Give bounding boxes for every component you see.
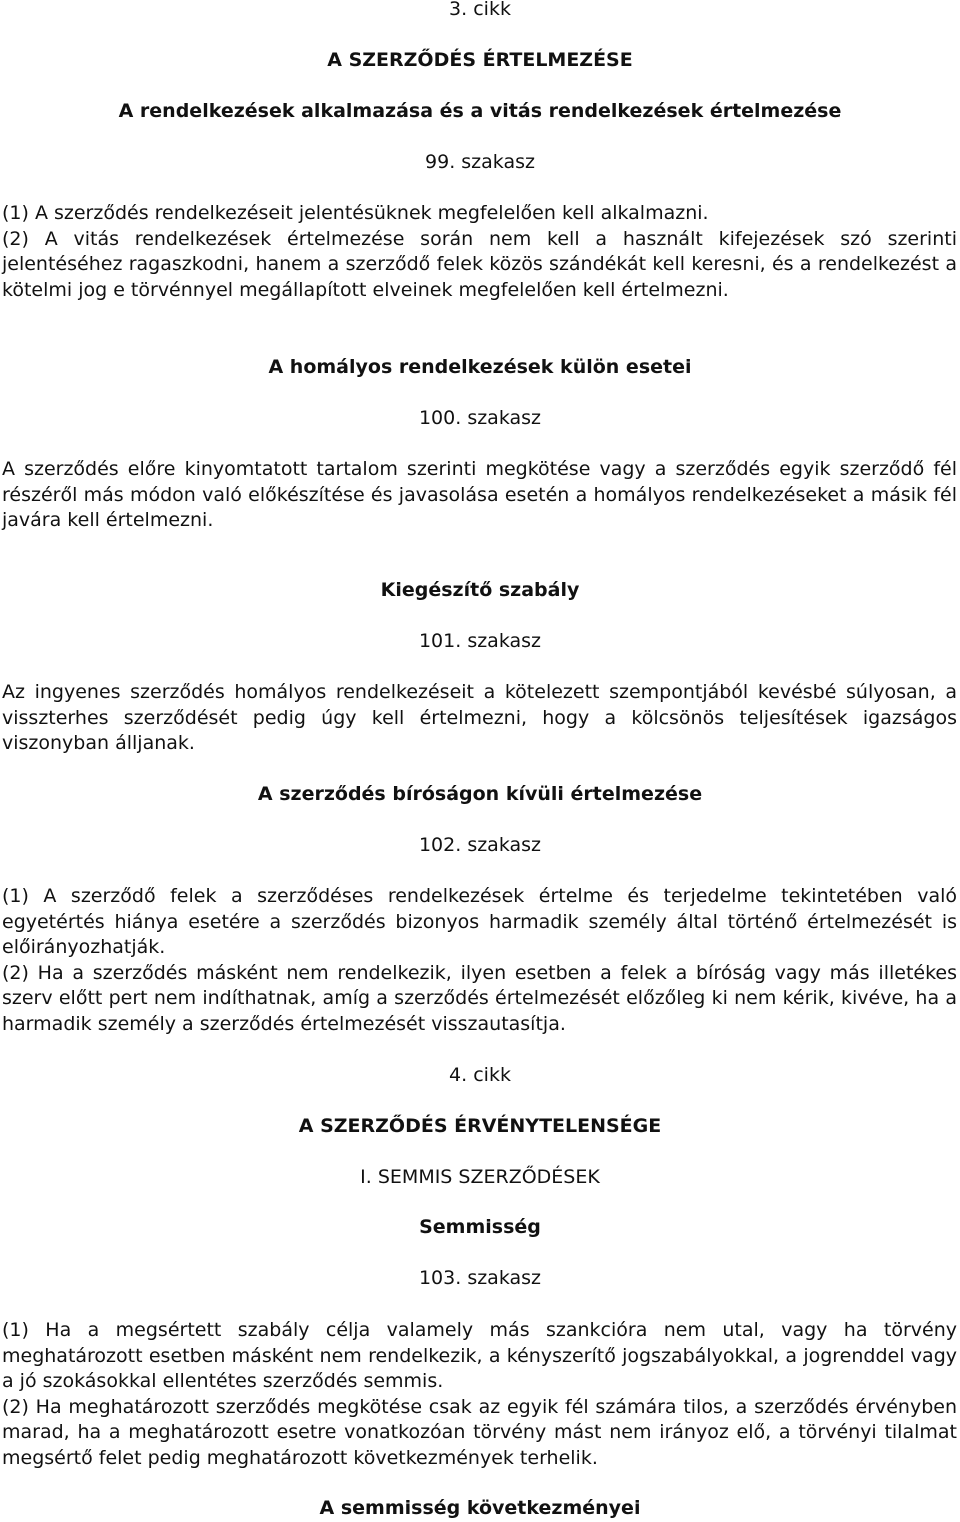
section-102-paragraph-2: (2) Ha a szerződés másként nem rendelkezik, ilyen esetben a felek a bíróság vagy más illetékes szerv előtt pert nem indíthatnak, amíg a szerződés értelmezését előzőleg ki nem kérik, kivéve, ha a harmadik személy a szerződés értelmezését visszautasítja. — [2, 961, 957, 1035]
section-99-paragraph-1: (1) A szerződés rendelkezéseit jelentésüknek megfelelően kell alkalmazni. — [2, 202, 709, 224]
section-100-label: 100. szakasz — [418, 407, 542, 429]
section-103-paragraph-2: (2) Ha meghatározott szerződés megkötése csak az egyik fél számára tilos, a szerződés érvényben marad, ha a meghatározott esetre vonatkozóan törvény mást nem irányoz elő, a törvényi tilalmat megsértő felet pedig meghatározott következmények terhelik. — [2, 1395, 957, 1469]
section-heading-out-of-court: A szerződés bíróságon kívüli értelmezése — [257, 783, 703, 805]
part-heading: I. SEMMIS SZERZŐDÉSEK — [360, 1166, 600, 1188]
section-103-label: 103. szakasz — [418, 1267, 542, 1289]
section-101-label: 101. szakasz — [418, 630, 542, 652]
section-heading-unclear-provisions: A homályos rendelkezések külön esetei — [268, 356, 692, 378]
section-102-text — [2, 884, 957, 1037]
section-102-label: 102. szakasz — [418, 834, 542, 856]
section-heading-applicability: A rendelkezések alkalmazása és a vitás rendelkezések értelmezése — [118, 100, 842, 122]
section-103-text — [2, 1318, 957, 1471]
article-3-title: A SZERZŐDÉS ÉRTELMEZÉSE — [327, 49, 633, 71]
section-103-paragraph-1: (1) Ha a megsértett szabály célja valamely más szankcióra nem utal, vagy ha törvény meghatározott esetben másként nem rendelkezik, a kényszerítő jogszabályokkal, a jogrenddel vagy a jó szokásokkal ellentétes szerződés semmis. — [2, 1319, 957, 1392]
section-100-paragraph: A szerződés előre kinyomtatott tartalom szerinti megkötése vagy a szerződés egyik szerződő fél részéről más módon való előkészítése és javasolása esetén a homályos rendelkezéseket a másik fél javára kell értelmezni. — [2, 458, 957, 531]
section-101-paragraph: Az ingyenes szerződés homályos rendelkezéseit a kötelezett szempontjából kevésbé súlyosan, a visszterhes szerződését pedig úgy kell értelmezni, hogy a kölcsönös teljesítések igazságos viszonyban álljanak. — [2, 681, 957, 754]
section-heading-nullity: Semmisség — [419, 1216, 541, 1238]
section-99-paragraph-2: (2) A vitás rendelkezések értelmezése során nem kell a használt kifejezések szó szerinti jelentéséhez ragaszkodni, hanem a szerződő felek közös szándékát kell keresni, és a rendelkezést a kötelmi jog e törvénnyel megállapított elveinek megfelelően kell értelmezni. — [2, 227, 957, 301]
article-3-label: 3. cikk — [449, 0, 511, 20]
section-heading-supplementary-rule: Kiegészítő szabály — [380, 579, 580, 601]
section-99-text — [2, 201, 957, 303]
section-heading-consequences: A semmisség következményei — [319, 1497, 641, 1519]
section-99-label: 99. szakasz — [425, 151, 535, 173]
article-4-label: 4. cikk — [449, 1064, 511, 1086]
section-102-paragraph-1: (1) A szerződő felek a szerződéses rendelkezések értelme és terjedelme tekintetében való egyetértés hiánya esetére a szerződés bizonyos harmadik személy által történő értelmezését is előirányozhatják. — [2, 885, 957, 958]
article-4-title: A SZERZŐDÉS ÉRVÉNYTELENSÉGE — [298, 1115, 662, 1137]
